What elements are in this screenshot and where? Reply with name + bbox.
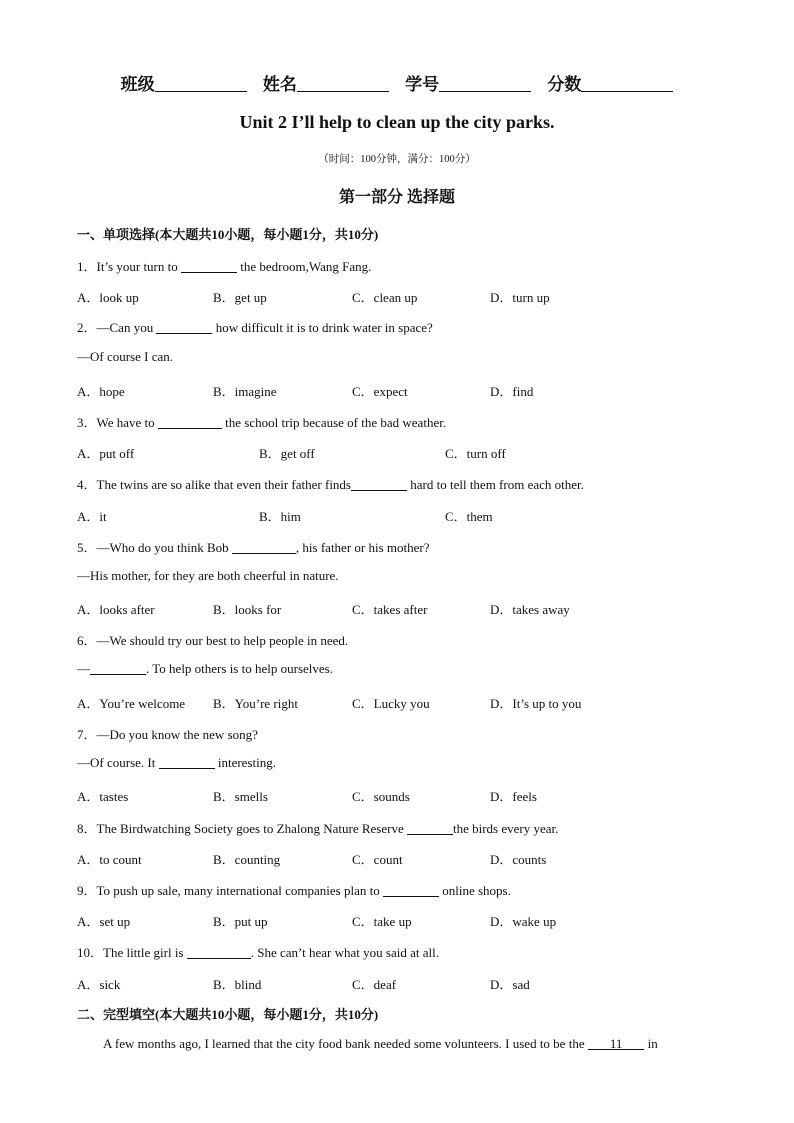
question-text: 9．To push up sale, many international companies plan to [77,883,383,898]
question-text: . She can’t hear what you said at all. [250,945,439,960]
passage-text: A few months ago, I learned that the city food bank needed some volunteers. I used to be the [103,1036,588,1051]
options-row [77,599,727,617]
option-c[interactable]: C．them [445,509,493,524]
option-a[interactable]: A．sick [77,977,121,992]
score-field [547,75,673,94]
answer-blank[interactable] [187,945,251,959]
option-b[interactable]: B．You’re right [213,696,298,711]
options-row [77,974,727,992]
option-a[interactable]: A．You’re welcome [77,696,186,711]
option-c[interactable]: C．turn off [445,446,506,461]
question-stem: 6．—We should try our best to help people in need. [77,633,349,648]
options-row [77,849,727,867]
score-label: 分数 [547,75,582,94]
answer-blank[interactable] [181,259,237,273]
reply-text: . To help others is to help ourselves. [146,661,333,676]
question-stem: 7．—Do you know the new song? [77,727,258,742]
question-text: 4．The twins are so alike that even their father finds [77,477,351,492]
option-c[interactable]: C．count [352,852,403,867]
option-d[interactable]: D．It’s up to you [490,696,582,711]
question-text: 10．The little girl is [77,945,187,960]
option-c[interactable]: C．clean up [352,290,418,305]
reply-text: —Of course. It [77,755,159,770]
question-stem [77,317,433,336]
section-heading-cloze: 二、完型填空(本大题共10小题，每小题1分，共10分) [77,1007,379,1022]
id-field [405,75,531,94]
option-b[interactable]: B．get off [259,446,315,461]
option-d[interactable]: D．feels [490,789,537,804]
option-d[interactable]: D．counts [490,852,547,867]
question-text: 8．The Birdwatching Society goes to Zhalong Nature Reserve [77,821,407,836]
option-a[interactable]: A．set up [77,914,131,929]
question-text: , his father or his mother? [295,540,430,555]
dialogue-reply: —Of course I can. [77,349,174,364]
option-b[interactable]: B．looks for [213,602,282,617]
question-text: 3．We have to [77,415,158,430]
question-text: the school trip because of the bad weather. [221,415,447,430]
option-a[interactable]: A．look up [77,290,139,305]
option-d[interactable]: D．find [490,384,534,399]
option-b[interactable]: B．imagine [213,384,277,399]
answer-blank[interactable] [383,883,439,897]
option-b[interactable]: B．blind [213,977,262,992]
id-blank[interactable] [439,75,531,92]
answer-blank[interactable] [407,821,453,835]
question-text: 5．—Who do you think Bob [77,540,232,555]
option-d[interactable]: D．turn up [490,290,550,305]
options-row [77,786,727,804]
options-row [77,381,727,399]
option-a[interactable]: A．it [77,509,107,524]
id-label: 学号 [405,75,440,94]
question-stem [77,256,371,275]
cloze-blank-number[interactable]: 11 [609,1036,623,1051]
options-row [77,693,727,711]
option-a[interactable]: A．tastes [77,789,129,804]
question-text: how difficult it is to drink water in space? [212,320,433,335]
student-info-line [0,70,794,95]
question-stem [77,474,584,493]
reply-text: interesting. [214,755,276,770]
question-text: hard to tell them from each other. [407,477,584,492]
class-blank[interactable] [155,75,247,92]
answer-blank[interactable] [90,661,146,675]
name-label: 姓名 [262,75,297,94]
score-blank[interactable] [581,75,673,92]
dialogue-reply [77,661,333,677]
option-a[interactable]: A．to count [77,852,142,867]
answer-blank[interactable] [158,415,222,429]
part-title: 第一部分 选择题 [338,189,455,206]
passage-text: in [644,1036,658,1051]
option-b[interactable]: B．him [259,509,301,524]
question-text: 2．—Can you [77,320,157,335]
options-row [77,287,727,305]
cloze-passage [103,1036,658,1052]
answer-blank[interactable] [159,755,215,769]
option-d[interactable]: D．takes away [490,602,570,617]
name-field [263,75,389,94]
dialogue-reply: —His mother, for they are both cheerful in nature. [77,568,339,583]
question-text: the bedroom,Wang Fang. [237,259,372,274]
unit-title: Unit 2 I’ll help to clean up the city parks. [239,112,555,132]
question-stem [77,537,430,556]
option-c[interactable]: C．deaf [352,977,397,992]
cloze-blank-left [588,1036,610,1050]
options-row [77,911,727,929]
options-row [77,443,727,461]
option-c[interactable]: C．sounds [352,789,410,804]
cloze-blank-right [622,1036,644,1050]
answer-blank[interactable] [351,477,407,491]
option-b[interactable]: B．get up [213,290,267,305]
option-c[interactable]: C．Lucky you [352,696,430,711]
section-heading-single-choice: 一、单项选择(本大题共10小题，每小题1分，共10分) [77,227,379,242]
option-d[interactable]: D．wake up [490,914,557,929]
option-b[interactable]: B．counting [213,852,281,867]
reply-text: — [77,661,90,676]
option-c[interactable]: C．takes after [352,602,428,617]
answer-blank[interactable] [232,540,296,554]
options-row [77,506,727,524]
answer-blank[interactable] [156,320,212,334]
name-blank[interactable] [297,75,389,92]
question-text: 1．It’s your turn to [77,259,181,274]
option-c[interactable]: C．take up [352,914,412,929]
option-a[interactable]: A．hope [77,384,125,399]
option-b[interactable]: B．put up [213,914,268,929]
dialogue-reply [77,755,276,771]
question-stem [77,942,439,961]
question-stem [77,412,446,431]
option-a[interactable]: A．put off [77,446,135,461]
class-label: 班级 [120,75,155,94]
class-field [121,75,247,94]
question-text: the birds every year. [452,821,559,836]
option-c[interactable]: C．expect [352,384,408,399]
option-b[interactable]: B．smells [213,789,268,804]
question-text: online shops. [438,883,511,898]
option-a[interactable]: A．looks after [77,602,155,617]
option-d[interactable]: D．sad [490,977,530,992]
exam-subtitle: （时间：100分钟，满分：100分） [318,154,476,165]
question-stem [77,818,558,837]
question-stem [77,880,511,899]
